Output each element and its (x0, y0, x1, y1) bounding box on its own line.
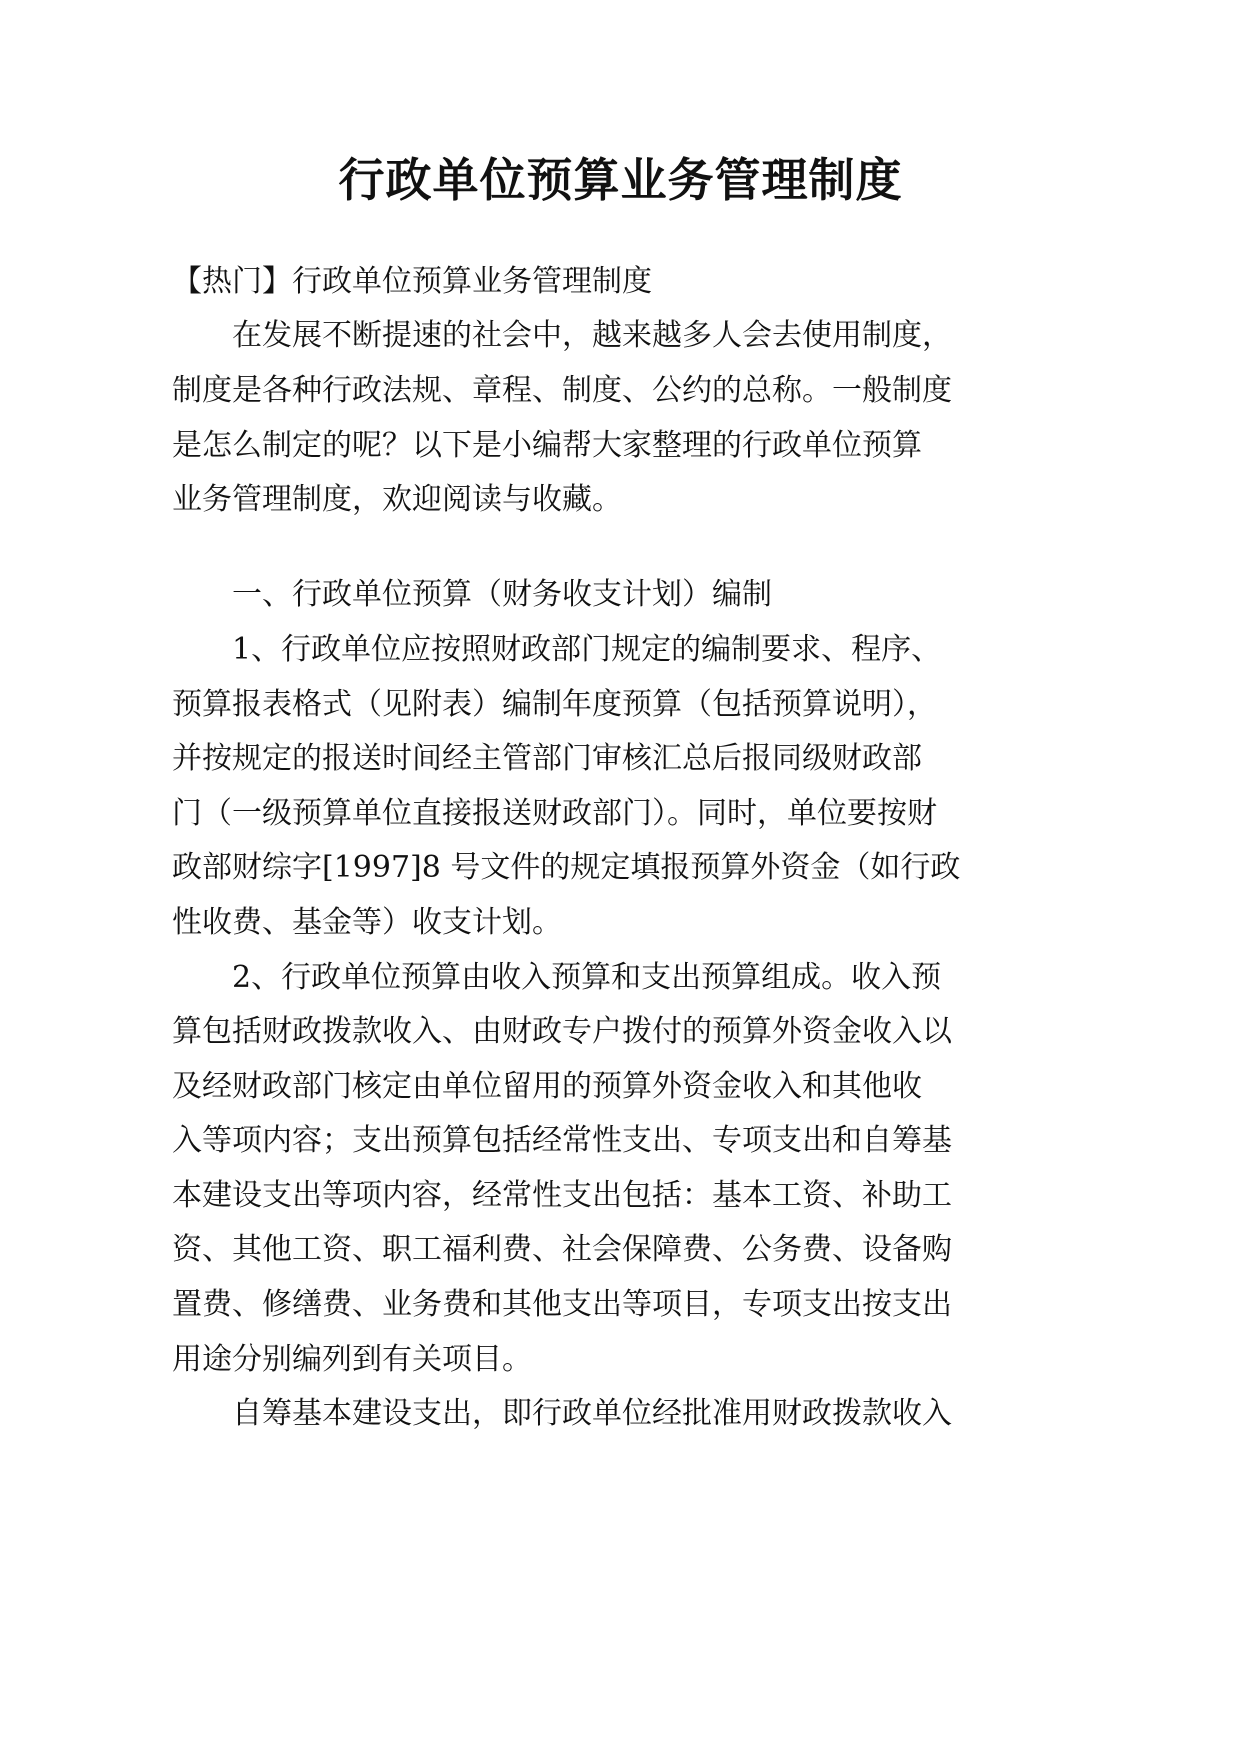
doc-subtitle: 【热门】行政单位预算业务管理制度 (172, 264, 652, 299)
intro-line: 制度是各种行政法规、章程、制度、公约的总称。一般制度 (172, 373, 952, 408)
paragraph-line: 2、行政单位预算由收入预算和支出预算组成。收入预 (232, 960, 942, 995)
paragraph-line: 自筹基本建设支出，即行政单位经批准用财政拨款收入 (232, 1396, 952, 1431)
paragraph-line: 政部财综字[1997]8 号文件的规定填报预算外资金（如行政 (172, 850, 961, 885)
page-title: 行政单位预算业务管理制度 (338, 153, 903, 207)
paragraph-line: 资、其他工资、职工福利费、社会保障费、公务费、设备购 (172, 1232, 952, 1267)
paragraph-line: 性收费、基金等）收支计划。 (172, 905, 562, 940)
paragraph-line: 门（一级预算单位直接报送财政部门）。同时，单位要按财 (172, 796, 937, 831)
paragraph-line: 算包括财政拨款收入、由财政专户拨付的预算外资金收入以 (172, 1014, 952, 1049)
paragraph-line: 及经财政部门核定由单位留用的预算外资金收入和其他收 (172, 1069, 922, 1104)
paragraph-line: 1、行政单位应按照财政部门规定的编制要求、程序、 (232, 632, 942, 667)
paragraph-line: 置费、修缮费、业务费和其他支出等项目，专项支出按支出 (172, 1287, 952, 1322)
intro-line: 业务管理制度，欢迎阅读与收藏。 (172, 482, 622, 517)
paragraph-line: 入等项内容；支出预算包括经常性支出、专项支出和自筹基 (172, 1123, 952, 1158)
intro-line: 在发展不断提速的社会中，越来越多人会去使用制度， (232, 318, 952, 353)
intro-line: 是怎么制定的呢？以下是小编帮大家整理的行政单位预算 (172, 428, 922, 463)
paragraph-line: 本建设支出等项内容，经常性支出包括：基本工资、补助工 (172, 1178, 952, 1213)
paragraph-line: 用途分别编列到有关项目。 (172, 1342, 532, 1377)
paragraph-line: 预算报表格式（见附表）编制年度预算（包括预算说明）， (172, 687, 937, 722)
paragraph-line: 并按规定的报送时间经主管部门审核汇总后报同级财政部 (172, 741, 922, 776)
section-heading: 一、行政单位预算（财务收支计划）编制 (232, 577, 772, 612)
